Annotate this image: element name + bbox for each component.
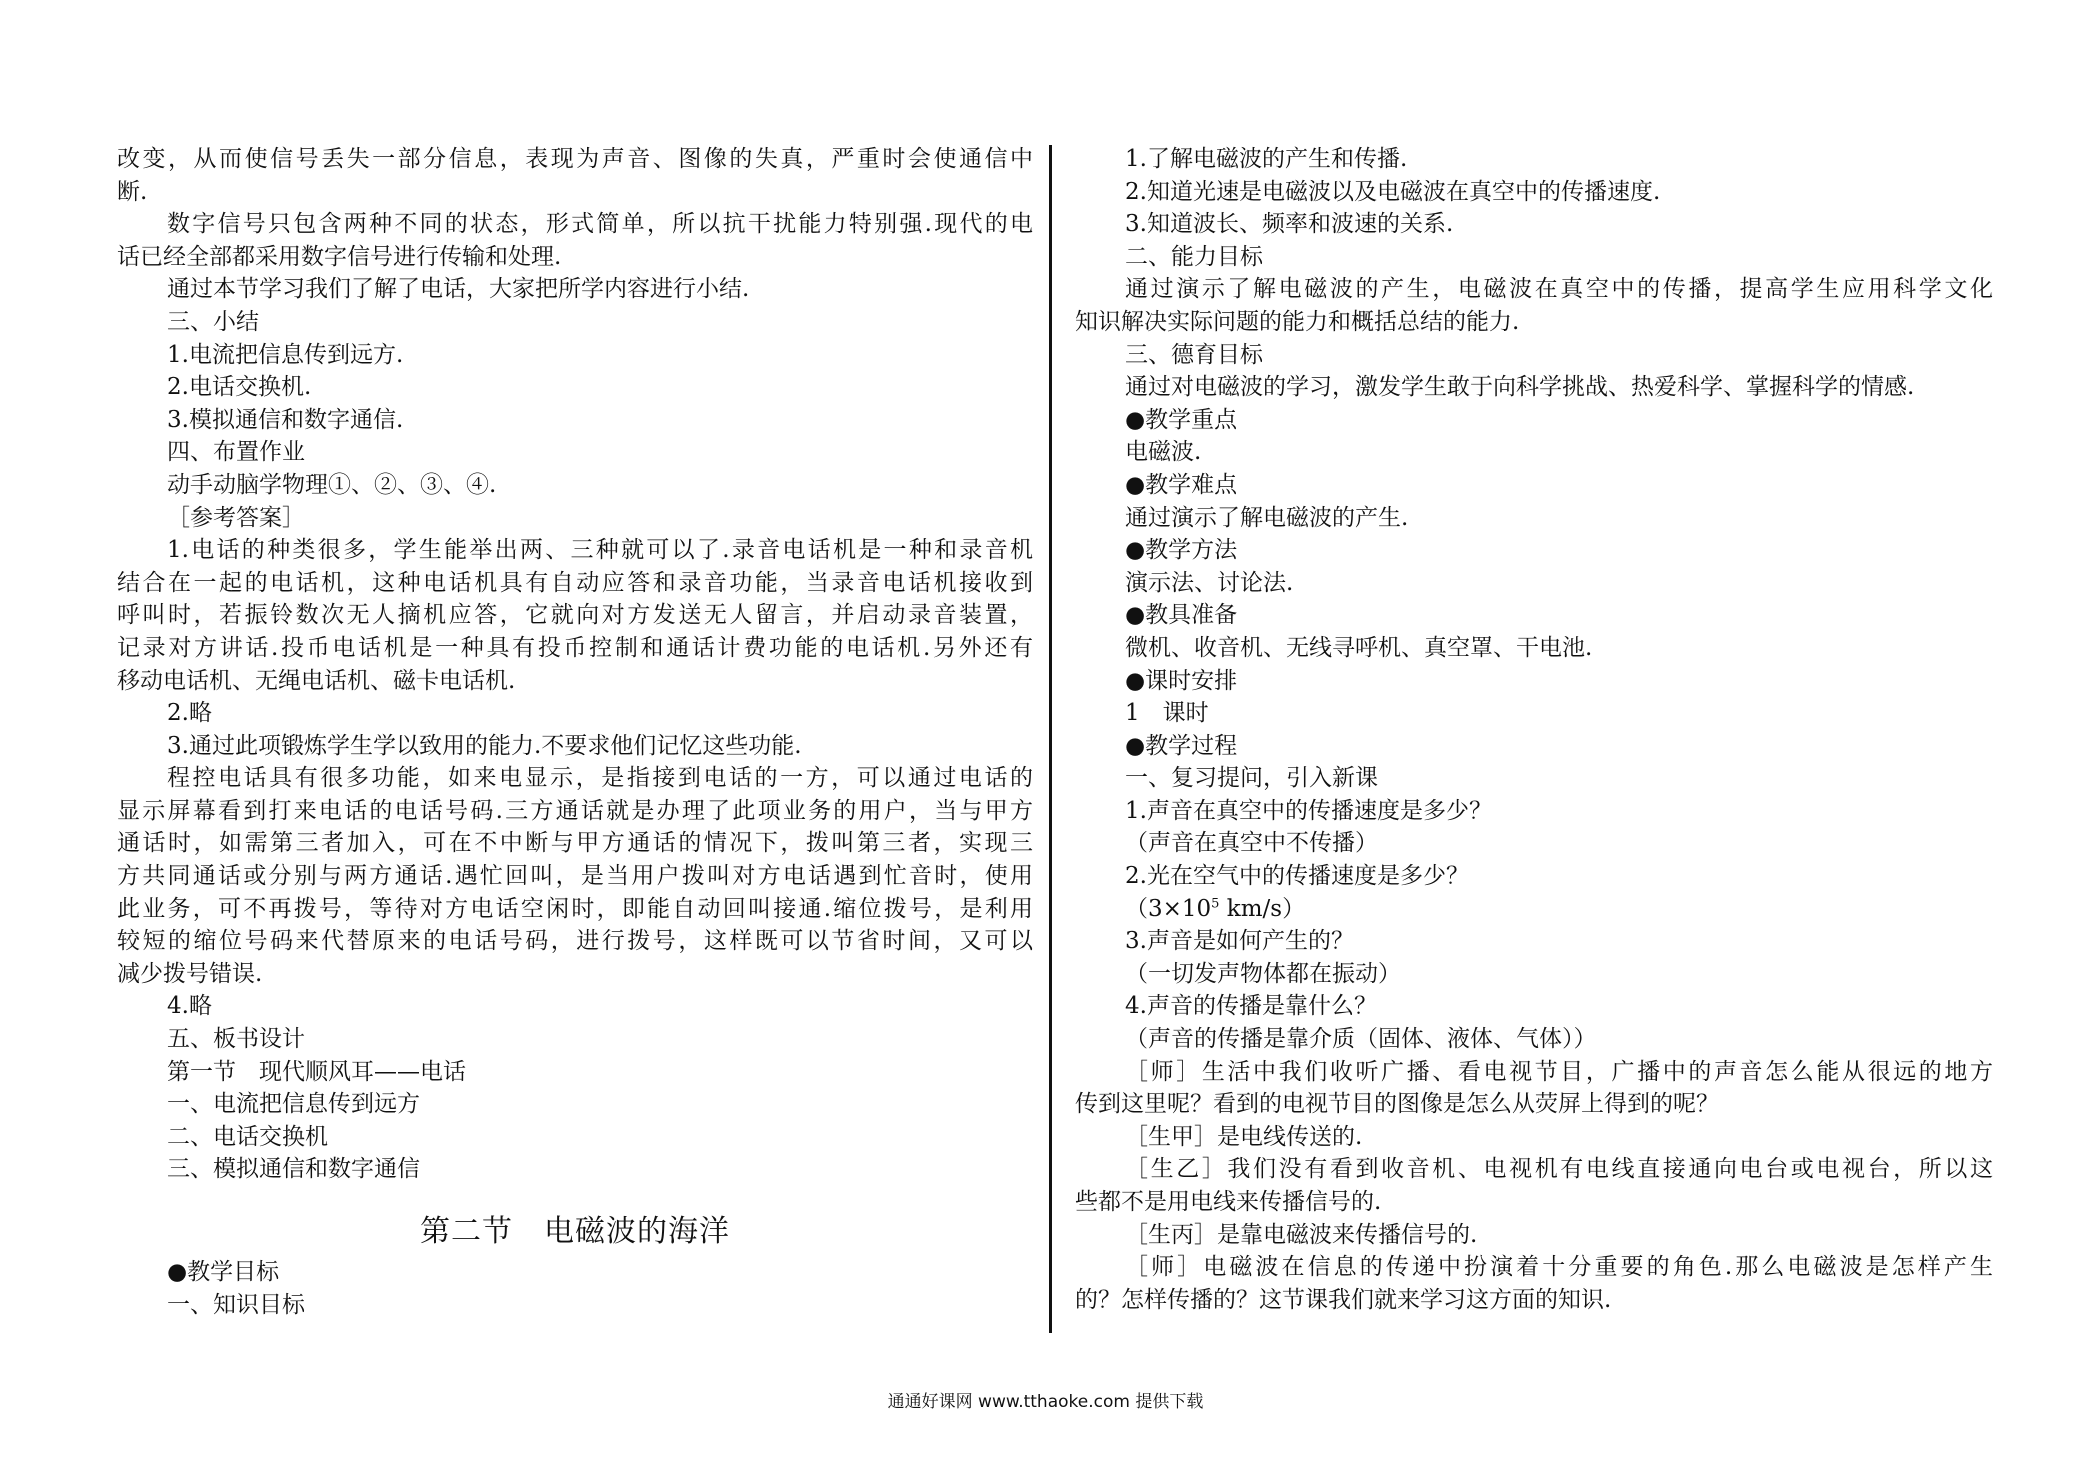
text-line: 电磁波. (1125, 439, 1202, 466)
text-line: 1 课时 (1125, 700, 1209, 727)
text-line: 二、电话交换机 (167, 1123, 328, 1150)
text-line: 知识解决实际问题的能力和概括总结的能力. (1075, 308, 1520, 335)
text-line: 3.声音是如何产生的？ (1125, 928, 1354, 955)
text-line: 通过本节学习我们了解了电话，大家把所学内容进行小结. (167, 276, 750, 303)
speed-answer-line (1075, 893, 1993, 926)
text-line: 2.知道光速是电磁波以及电磁波在真空中的传播速度. (1125, 178, 1661, 205)
text-line: 显示屏幕看到打来电话的电话号码.三方通话就是办理了此项业务的用户，当与甲方 (117, 797, 1033, 824)
text-line: ［师］生活中我们收听广播、看电视节目，广播中的声音怎么能从很远的地方 (1125, 1058, 1993, 1085)
text-line: 通过对电磁波的学习，激发学生敢于向科学挑战、热爱科学、掌握科学的情感. (1125, 374, 1915, 401)
text-line: 断. (117, 178, 148, 205)
text-line: ●教学方法 (1125, 537, 1238, 564)
text-line: ［参考答案］ (167, 504, 305, 531)
text-line: 减少拨号错误. (117, 960, 263, 987)
text-line: 动手动脑学物理①、②、③、④. (167, 471, 497, 498)
text-line: ［生乙］我们没有看到收音机、电视机有电线直接通向电台或电视台，所以这 (1125, 1156, 1993, 1183)
text-line: 五、板书设计 (167, 1026, 305, 1053)
text-line: 一、电流把信息传到远方 (167, 1091, 420, 1118)
text-line: 通话时，如需第三者加入，可在不中断与甲方通话的情况下，拨叫第三者，实现三 (117, 830, 1033, 857)
right-lines-a (1075, 143, 1993, 893)
text-line: 1.声音在真空中的传播速度是多少？ (1125, 797, 1492, 824)
text-line: 4.略 (167, 993, 212, 1020)
text-line: 演示法、讨论法. (1125, 569, 1294, 596)
text-line: 第一节 现代顺风耳——电话 (167, 1058, 466, 1085)
text-line: 微机、收音机、无线寻呼机、真空罩、干电池. (1125, 634, 1593, 661)
page-footer: 通通好课网 www.tthaoke.com 提供下载 (887, 1392, 1204, 1412)
text-line: （一切发声物体都在振动） (1125, 960, 1401, 987)
text-line: 的？怎样传播的？这节课我们就来学习这方面的知识. (1075, 1286, 1612, 1313)
text-line: ●教学重点 (1125, 406, 1238, 433)
text-line: 通过演示了解电磁波的产生. (1125, 504, 1409, 531)
text-line: ●教学目标 (167, 1259, 280, 1285)
text-line: 方共同通话或分别与两方通话.遇忙回叫，是当用户拨叫对方电话遇到忙音时，使用 (117, 863, 1033, 890)
text-line: 话已经全部都采用数字信号进行传输和处理. (117, 243, 562, 270)
text-line: ●教学难点 (1125, 471, 1238, 498)
text-line: 程控电话具有很多功能，如来电显示，是指接到电话的一方，可以通过电话的 (167, 765, 1033, 792)
text-line: 四、布置作业 (167, 439, 305, 466)
text-line: 结合在一起的电话机，这种电话机具有自动应答和录音功能，当录音电话机接收到 (117, 569, 1033, 596)
column-divider (1049, 145, 1052, 1333)
text-line: ［生甲］是电线传送的. (1125, 1123, 1363, 1150)
text-line: 些都不是用电线来传播信号的. (1075, 1189, 1382, 1215)
speed-exponent: 5 (1211, 896, 1220, 911)
text-line: （声音在真空中不传播） (1125, 830, 1378, 857)
left-lines-bottom (117, 1256, 1033, 1321)
speed-suffix: km/s） (1219, 895, 1306, 922)
text-line: 二、能力目标 (1125, 243, 1263, 270)
text-line: 较短的缩位号码来代替原来的电话号码，进行拨号，这样既可以节省时间，又可以 (117, 928, 1033, 955)
speed-prefix: （3×10 (1125, 895, 1212, 922)
text-line: 2.光在空气中的传播速度是多少？ (1125, 863, 1469, 890)
left-column (117, 143, 1033, 1321)
text-line: 3.模拟通信和数字通信. (167, 406, 404, 433)
left-lines-top (117, 143, 1033, 1186)
right-lines-b (1075, 925, 1993, 1316)
text-line: 三、小结 (167, 308, 259, 335)
text-line: 2.略 (167, 700, 212, 727)
text-line: 一、复习提问，引入新课 (1125, 765, 1378, 792)
text-line: 1.电话的种类很多，学生能举出两、三种就可以了.录音电话机是一种和录音机 (167, 537, 1033, 564)
text-line: 此业务，可不再拨号，等待对方电话空闲时，即能自动回叫接通.缩位拨号，是利用 (117, 895, 1033, 922)
text-line: ●教学过程 (1125, 732, 1238, 759)
text-line: 三、模拟通信和数字通信 (167, 1156, 420, 1183)
text-line: 数字信号只包含两种不同的状态，形式简单，所以抗干扰能力特别强.现代的电 (167, 211, 1033, 238)
text-line: 2.电话交换机. (167, 374, 312, 401)
text-line: 改变，从而使信号丢失一部分信息，表现为声音、图像的失真，严重时会使通信中 (117, 146, 1033, 172)
text-line: ［师］电磁波在信息的传递中扮演着十分重要的角色.那么电磁波是怎样产生 (1125, 1254, 1993, 1281)
text-line: 1.了解电磁波的产生和传播. (1125, 146, 1408, 172)
text-line: 1.电流把信息传到远方. (167, 341, 404, 368)
text-line: 3.通过此项锻炼学生学以致用的能力.不要求他们记忆这些功能. (167, 732, 802, 759)
text-line: 一、知识目标 (167, 1291, 305, 1318)
text-line: 三、德育目标 (1125, 341, 1263, 368)
text-line: 移动电话机、无绳电话机、磁卡电话机. (117, 667, 516, 694)
right-column (1075, 143, 1993, 1316)
text-line: ●课时安排 (1125, 667, 1238, 694)
text-line: 传到这里呢？看到的电视节目的图像是怎么从荧屏上得到的呢？ (1075, 1091, 1719, 1118)
text-line: ［生丙］是靠电磁波来传播信号的. (1125, 1221, 1478, 1248)
text-line: 4.声音的传播是靠什么？ (1125, 993, 1377, 1020)
text-line: 3.知道波长、频率和波速的关系. (1125, 211, 1454, 238)
text-line: ●教具准备 (1125, 602, 1238, 629)
text-line: 呼叫时，若振铃数次无人摘机应答，它就向对方发送无人留言，并启动录音装置， (117, 602, 1033, 629)
section-title: 第二节 电磁波的海洋 (420, 1214, 730, 1249)
heading-gap-top (117, 1186, 1033, 1214)
text-line: 通过演示了解电磁波的产生，电磁波在真空中的传播，提高学生应用科学文化 (1125, 276, 1993, 303)
text-line: （声音的传播是靠介质（固体、液体、气体）） (1125, 1026, 1597, 1053)
text-line: 记录对方讲话.投币电话机是一种具有投币控制和通话计费功能的电话机.另外还有 (117, 634, 1033, 661)
